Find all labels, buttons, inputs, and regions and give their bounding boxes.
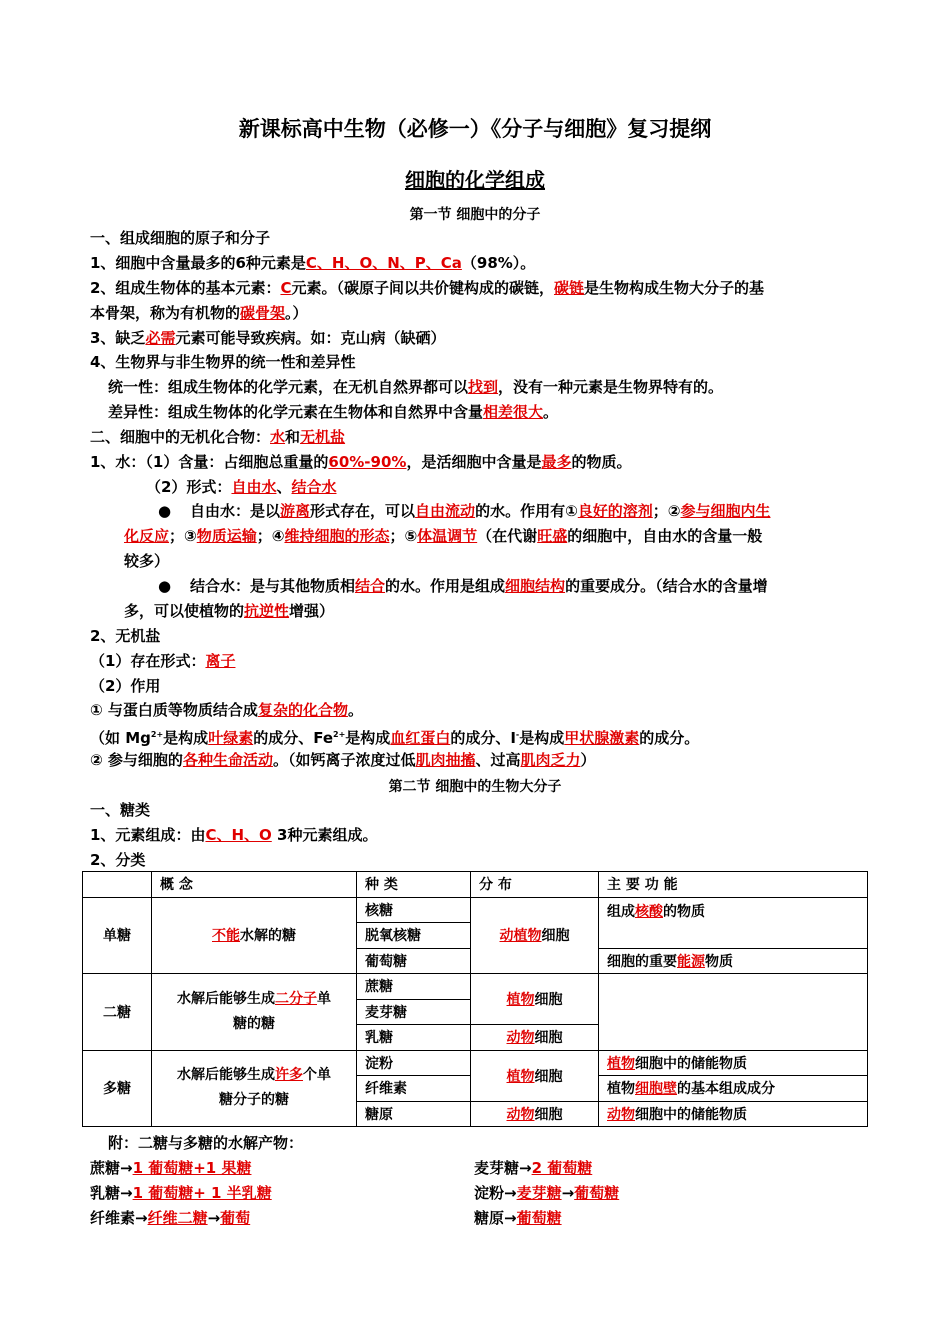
table-cell: 细胞的重要能源物质 (599, 948, 868, 974)
text-line: （如 $Mg^{2+}$是构成叶绿素的成分、$Fe^{2+}$是构成血红蛋白的成分、I-是构成甲状腺激素的成分。 (90, 729, 700, 747)
table-header: 种 类 (357, 872, 471, 898)
table-cell: 麦芽糖 (357, 999, 471, 1025)
text-line: 3、缺乏必需元素可能导致疾病。如：克山病（缺硒） (90, 329, 446, 347)
text-line: （2）作用 (90, 677, 161, 695)
text-line: 2、组成生物体的基本元素：C元素。（碳原子间以共价键构成的碳链，碳链是生物构成生物大分子的基 (90, 279, 765, 297)
table-cell: 不能水解的糖 (152, 897, 357, 974)
text-line: 多，可以使植物的抗逆性增强） (124, 602, 335, 620)
text-line: 化反应；③物质运输；④维持细胞的形态；⑤体温调节（在代谢旺盛的细胞中，自由水的含量一般 (124, 527, 763, 545)
row-label-monosaccharide: 单糖 (83, 897, 152, 974)
text-line: （2）形式：自由水、结合水 (146, 478, 337, 496)
text-line: 结合水：是与其他物质相结合的水。作用是组成细胞结构的重要成分。（结合水的含量增 (190, 577, 768, 595)
heading-sugars: 一、糖类 (90, 801, 151, 819)
table-row (83, 1050, 868, 1076)
table-header: 主 要 功 能 (599, 872, 868, 898)
text-line: 4、生物界与非生物界的统一性和差异性 (90, 353, 356, 371)
table-cell: 动植物细胞 (471, 897, 599, 974)
sugar-classification-table (82, 871, 868, 1127)
bullet-icon: ● (158, 577, 172, 595)
table-cell (599, 974, 868, 1051)
hydrolysis-item: 乳糖→1 葡萄糖+ 1 半乳糖 (90, 1184, 272, 1202)
hydrolysis-item: 麦芽糖→2 葡萄糖 (474, 1159, 593, 1177)
table-cell: 淀粉 (357, 1050, 471, 1076)
table-cell: 植物细胞 (471, 1050, 599, 1101)
text-line: 自由水：是以游离形式存在，可以自由流动的水。作用有①良好的溶剂；②参与细胞内生 (190, 502, 771, 520)
row-label-polysaccharide: 多糖 (83, 1050, 152, 1127)
section-heading-2: 第二节 细胞中的生物大分子 (388, 779, 562, 795)
text-line: ② 参与细胞的各种生命活动。（如钙离子浓度过低肌肉抽搐、过高肌肉乏力） (90, 751, 596, 769)
table-cell: 葡萄糖 (357, 948, 471, 974)
appendix-title: 附：二糖与多糖的水解产物： (108, 1134, 304, 1152)
document-title: 新课标高中生物（必修一）《分子与细胞》复习提纲 (238, 117, 712, 141)
text-line: 2、分类 (90, 851, 146, 869)
table-cell: 植物细胞壁的基本组成成分 (599, 1076, 868, 1102)
hydrolysis-item: 蔗糖→1 葡萄糖+1 果糖 (90, 1159, 252, 1177)
bullet-icon: ● (158, 502, 172, 520)
heading-inorganic: 二、细胞中的无机化合物：水和无机盐 (90, 428, 346, 446)
hydrolysis-item: 糖原→葡萄糖 (474, 1209, 562, 1227)
table-cell: 蔗糖 (357, 974, 471, 1000)
text-line: 本骨架，称为有机物的碳骨架。） (90, 304, 308, 322)
table-cell: 植物细胞中的储能物质 (599, 1050, 868, 1076)
table-cell: 组成核酸的物质 (599, 897, 868, 948)
row-label-disaccharide: 二糖 (83, 974, 152, 1051)
text-line: 2、无机盐 (90, 627, 161, 645)
table-row (83, 897, 868, 923)
table-cell: 动物细胞 (471, 1025, 599, 1051)
heading-atoms-molecules: 一、组成细胞的原子和分子 (90, 229, 271, 247)
text-line: （1）存在形式：离子 (90, 652, 236, 670)
table-cell: 乳糖 (357, 1025, 471, 1051)
text-line: ① 与蛋白质等物质结合成复杂的化合物。 (90, 701, 363, 719)
hydrolysis-item: 淀粉→麦芽糖→葡萄糖 (474, 1184, 620, 1202)
table-header: 分 布 (471, 872, 599, 898)
table-cell: 糖原 (357, 1101, 471, 1127)
table-cell: 水解后能够生成许多个单 糖分子的糖 (152, 1050, 357, 1127)
section-heading-1: 第一节 细胞中的分子 (409, 207, 541, 223)
table-cell: 纤维素 (357, 1076, 471, 1102)
table-cell: 核糖 (357, 897, 471, 923)
text-line: 统一性：组成生物体的化学元素，在无机自然界都可以找到，没有一种元素是生物界特有的。 (108, 378, 724, 396)
table-cell: 动物细胞中的储能物质 (599, 1101, 868, 1127)
hydrolysis-item: 纤维素→纤维二糖→葡萄 (90, 1209, 251, 1227)
table-cell: 动物细胞 (471, 1101, 599, 1127)
table-row (83, 974, 868, 1000)
chapter-title: 细胞的化学组成 (405, 168, 545, 192)
table-cell: 植物细胞 (471, 974, 599, 1025)
table-cell: 水解后能够生成二分子单 糖的糖 (152, 974, 357, 1051)
table-header-row (83, 872, 868, 898)
text-line: 差异性：组成生物体的化学元素在生物体和自然界中含量相差很大。 (108, 403, 559, 421)
table-cell: 脱氧核糖 (357, 923, 471, 949)
table-header: 概 念 (152, 872, 357, 898)
text-line: 较多） (124, 552, 170, 570)
text-line: 1、元素组成：由C、H、O 3种元素组成。 (90, 826, 378, 844)
text-line: 1、水：（1）含量：占细胞总重量的60%-90%，是活细胞中含量是最多的物质。 (90, 453, 632, 471)
text-line: 1、细胞中含量最多的6种元素是C、H、O、N、P、Ca（98%）。 (90, 254, 536, 272)
